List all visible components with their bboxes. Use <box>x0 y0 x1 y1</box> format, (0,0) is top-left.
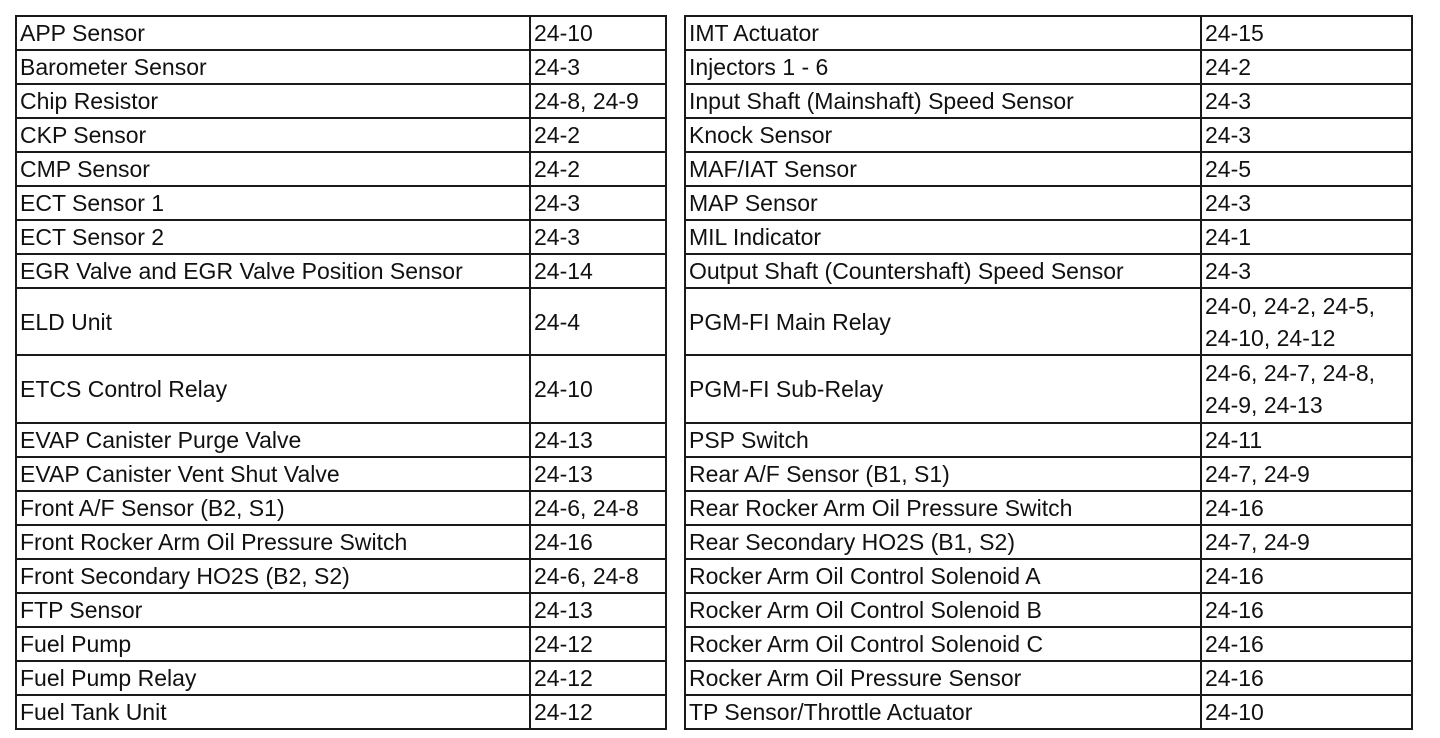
component-name: TP Sensor/Throttle Actuator <box>685 695 1201 729</box>
table-row <box>685 559 1412 593</box>
left-component-table <box>15 15 667 730</box>
page-reference: 24-3 <box>530 220 666 254</box>
component-name: Rear Secondary HO2S (B1, S2) <box>685 525 1201 559</box>
table-row <box>685 186 1412 220</box>
table-row <box>16 355 666 422</box>
table-row <box>16 457 666 491</box>
page-reference: 24-5 <box>1201 152 1412 186</box>
table-row <box>685 118 1412 152</box>
table-row <box>16 16 666 50</box>
page-reference: 24-6, 24-8 <box>530 491 666 525</box>
table-row <box>685 661 1412 695</box>
table-row <box>685 695 1412 729</box>
page-reference: 24-12 <box>530 661 666 695</box>
page-reference: 24-14 <box>530 254 666 288</box>
component-name: Output Shaft (Countershaft) Speed Sensor <box>685 254 1201 288</box>
page-reference: 24-7, 24-9 <box>1201 525 1412 559</box>
table-row <box>685 355 1412 422</box>
page-reference: 24-2 <box>530 118 666 152</box>
component-name: PGM-FI Main Relay <box>685 288 1201 355</box>
page-reference: 24-4 <box>530 288 666 355</box>
right-component-table <box>684 15 1413 730</box>
component-name: MAP Sensor <box>685 186 1201 220</box>
page-reference: 24-13 <box>530 593 666 627</box>
page-reference: 24-10 <box>530 16 666 50</box>
table-row <box>16 254 666 288</box>
page-reference: 24-3 <box>1201 84 1412 118</box>
page-reference: 24-13 <box>530 423 666 457</box>
table-row <box>16 152 666 186</box>
component-name: PGM-FI Sub-Relay <box>685 355 1201 422</box>
table-row <box>16 84 666 118</box>
component-name: Front Secondary HO2S (B2, S2) <box>16 559 530 593</box>
page-reference: 24-6, 24-8 <box>530 559 666 593</box>
table-row <box>685 152 1412 186</box>
page-reference: 24-3 <box>1201 186 1412 220</box>
table-row <box>685 457 1412 491</box>
table-row <box>16 220 666 254</box>
component-name: ELD Unit <box>16 288 530 355</box>
table-row <box>685 288 1412 355</box>
table-row <box>685 84 1412 118</box>
page-reference: 24-3 <box>530 50 666 84</box>
component-name: Fuel Pump <box>16 627 530 661</box>
table-row <box>685 491 1412 525</box>
component-name: Front A/F Sensor (B2, S1) <box>16 491 530 525</box>
table-row <box>685 16 1412 50</box>
page-reference: 24-8, 24-9 <box>530 84 666 118</box>
table-row <box>685 593 1412 627</box>
component-name: Injectors 1 - 6 <box>685 50 1201 84</box>
component-name: Barometer Sensor <box>16 50 530 84</box>
table-row <box>685 50 1412 84</box>
component-name: Rear A/F Sensor (B1, S1) <box>685 457 1201 491</box>
page-reference: 24-2 <box>1201 50 1412 84</box>
table-row <box>685 220 1412 254</box>
table-row <box>685 254 1412 288</box>
table-row <box>16 50 666 84</box>
component-name: Fuel Pump Relay <box>16 661 530 695</box>
component-name: Rocker Arm Oil Control Solenoid A <box>685 559 1201 593</box>
table-row <box>16 491 666 525</box>
page-reference: 24-16 <box>1201 491 1412 525</box>
table-row <box>16 186 666 220</box>
component-name: MAF/IAT Sensor <box>685 152 1201 186</box>
page-reference: 24-12 <box>530 627 666 661</box>
page-reference: 24-6, 24-7, 24-8, 24-9, 24-13 <box>1201 355 1412 422</box>
component-name: APP Sensor <box>16 16 530 50</box>
component-name: Rocker Arm Oil Control Solenoid B <box>685 593 1201 627</box>
page-reference: 24-3 <box>1201 118 1412 152</box>
component-name: EVAP Canister Vent Shut Valve <box>16 457 530 491</box>
table-row <box>685 627 1412 661</box>
page-reference: 24-16 <box>1201 627 1412 661</box>
table-row <box>16 627 666 661</box>
table-row <box>16 695 666 729</box>
page-reference: 24-1 <box>1201 220 1412 254</box>
page-reference: 24-10 <box>1201 695 1412 729</box>
component-name: FTP Sensor <box>16 593 530 627</box>
table-row <box>16 661 666 695</box>
table-row <box>685 423 1412 457</box>
component-name: EGR Valve and EGR Valve Position Sensor <box>16 254 530 288</box>
table-row <box>16 593 666 627</box>
page-reference: 24-2 <box>530 152 666 186</box>
component-name: Chip Resistor <box>16 84 530 118</box>
page-reference: 24-13 <box>530 457 666 491</box>
page-reference: 24-0, 24-2, 24-5, 24-10, 24-12 <box>1201 288 1412 355</box>
table-row <box>16 559 666 593</box>
component-name: Rocker Arm Oil Pressure Sensor <box>685 661 1201 695</box>
component-name: ECT Sensor 1 <box>16 186 530 220</box>
component-name: MIL Indicator <box>685 220 1201 254</box>
component-name: Knock Sensor <box>685 118 1201 152</box>
component-name: Front Rocker Arm Oil Pressure Switch <box>16 525 530 559</box>
component-name: Rocker Arm Oil Control Solenoid C <box>685 627 1201 661</box>
table-row <box>16 525 666 559</box>
table-row <box>16 118 666 152</box>
component-name: Input Shaft (Mainshaft) Speed Sensor <box>685 84 1201 118</box>
component-name: Rear Rocker Arm Oil Pressure Switch <box>685 491 1201 525</box>
component-name: IMT Actuator <box>685 16 1201 50</box>
page-reference: 24-10 <box>530 355 666 422</box>
page-reference: 24-16 <box>1201 593 1412 627</box>
table-row <box>16 423 666 457</box>
page-reference: 24-3 <box>1201 254 1412 288</box>
page-reference: 24-16 <box>1201 661 1412 695</box>
component-name: ECT Sensor 2 <box>16 220 530 254</box>
component-name: PSP Switch <box>685 423 1201 457</box>
page-reference: 24-11 <box>1201 423 1412 457</box>
component-name: ETCS Control Relay <box>16 355 530 422</box>
component-name: CMP Sensor <box>16 152 530 186</box>
page-reference: 24-12 <box>530 695 666 729</box>
table-row <box>16 288 666 355</box>
page-reference: 24-7, 24-9 <box>1201 457 1412 491</box>
page-reference: 24-3 <box>530 186 666 220</box>
component-name: Fuel Tank Unit <box>16 695 530 729</box>
component-name: EVAP Canister Purge Valve <box>16 423 530 457</box>
page-reference: 24-16 <box>1201 559 1412 593</box>
table-row <box>685 525 1412 559</box>
page-reference: 24-16 <box>530 525 666 559</box>
component-name: CKP Sensor <box>16 118 530 152</box>
page-reference: 24-15 <box>1201 16 1412 50</box>
